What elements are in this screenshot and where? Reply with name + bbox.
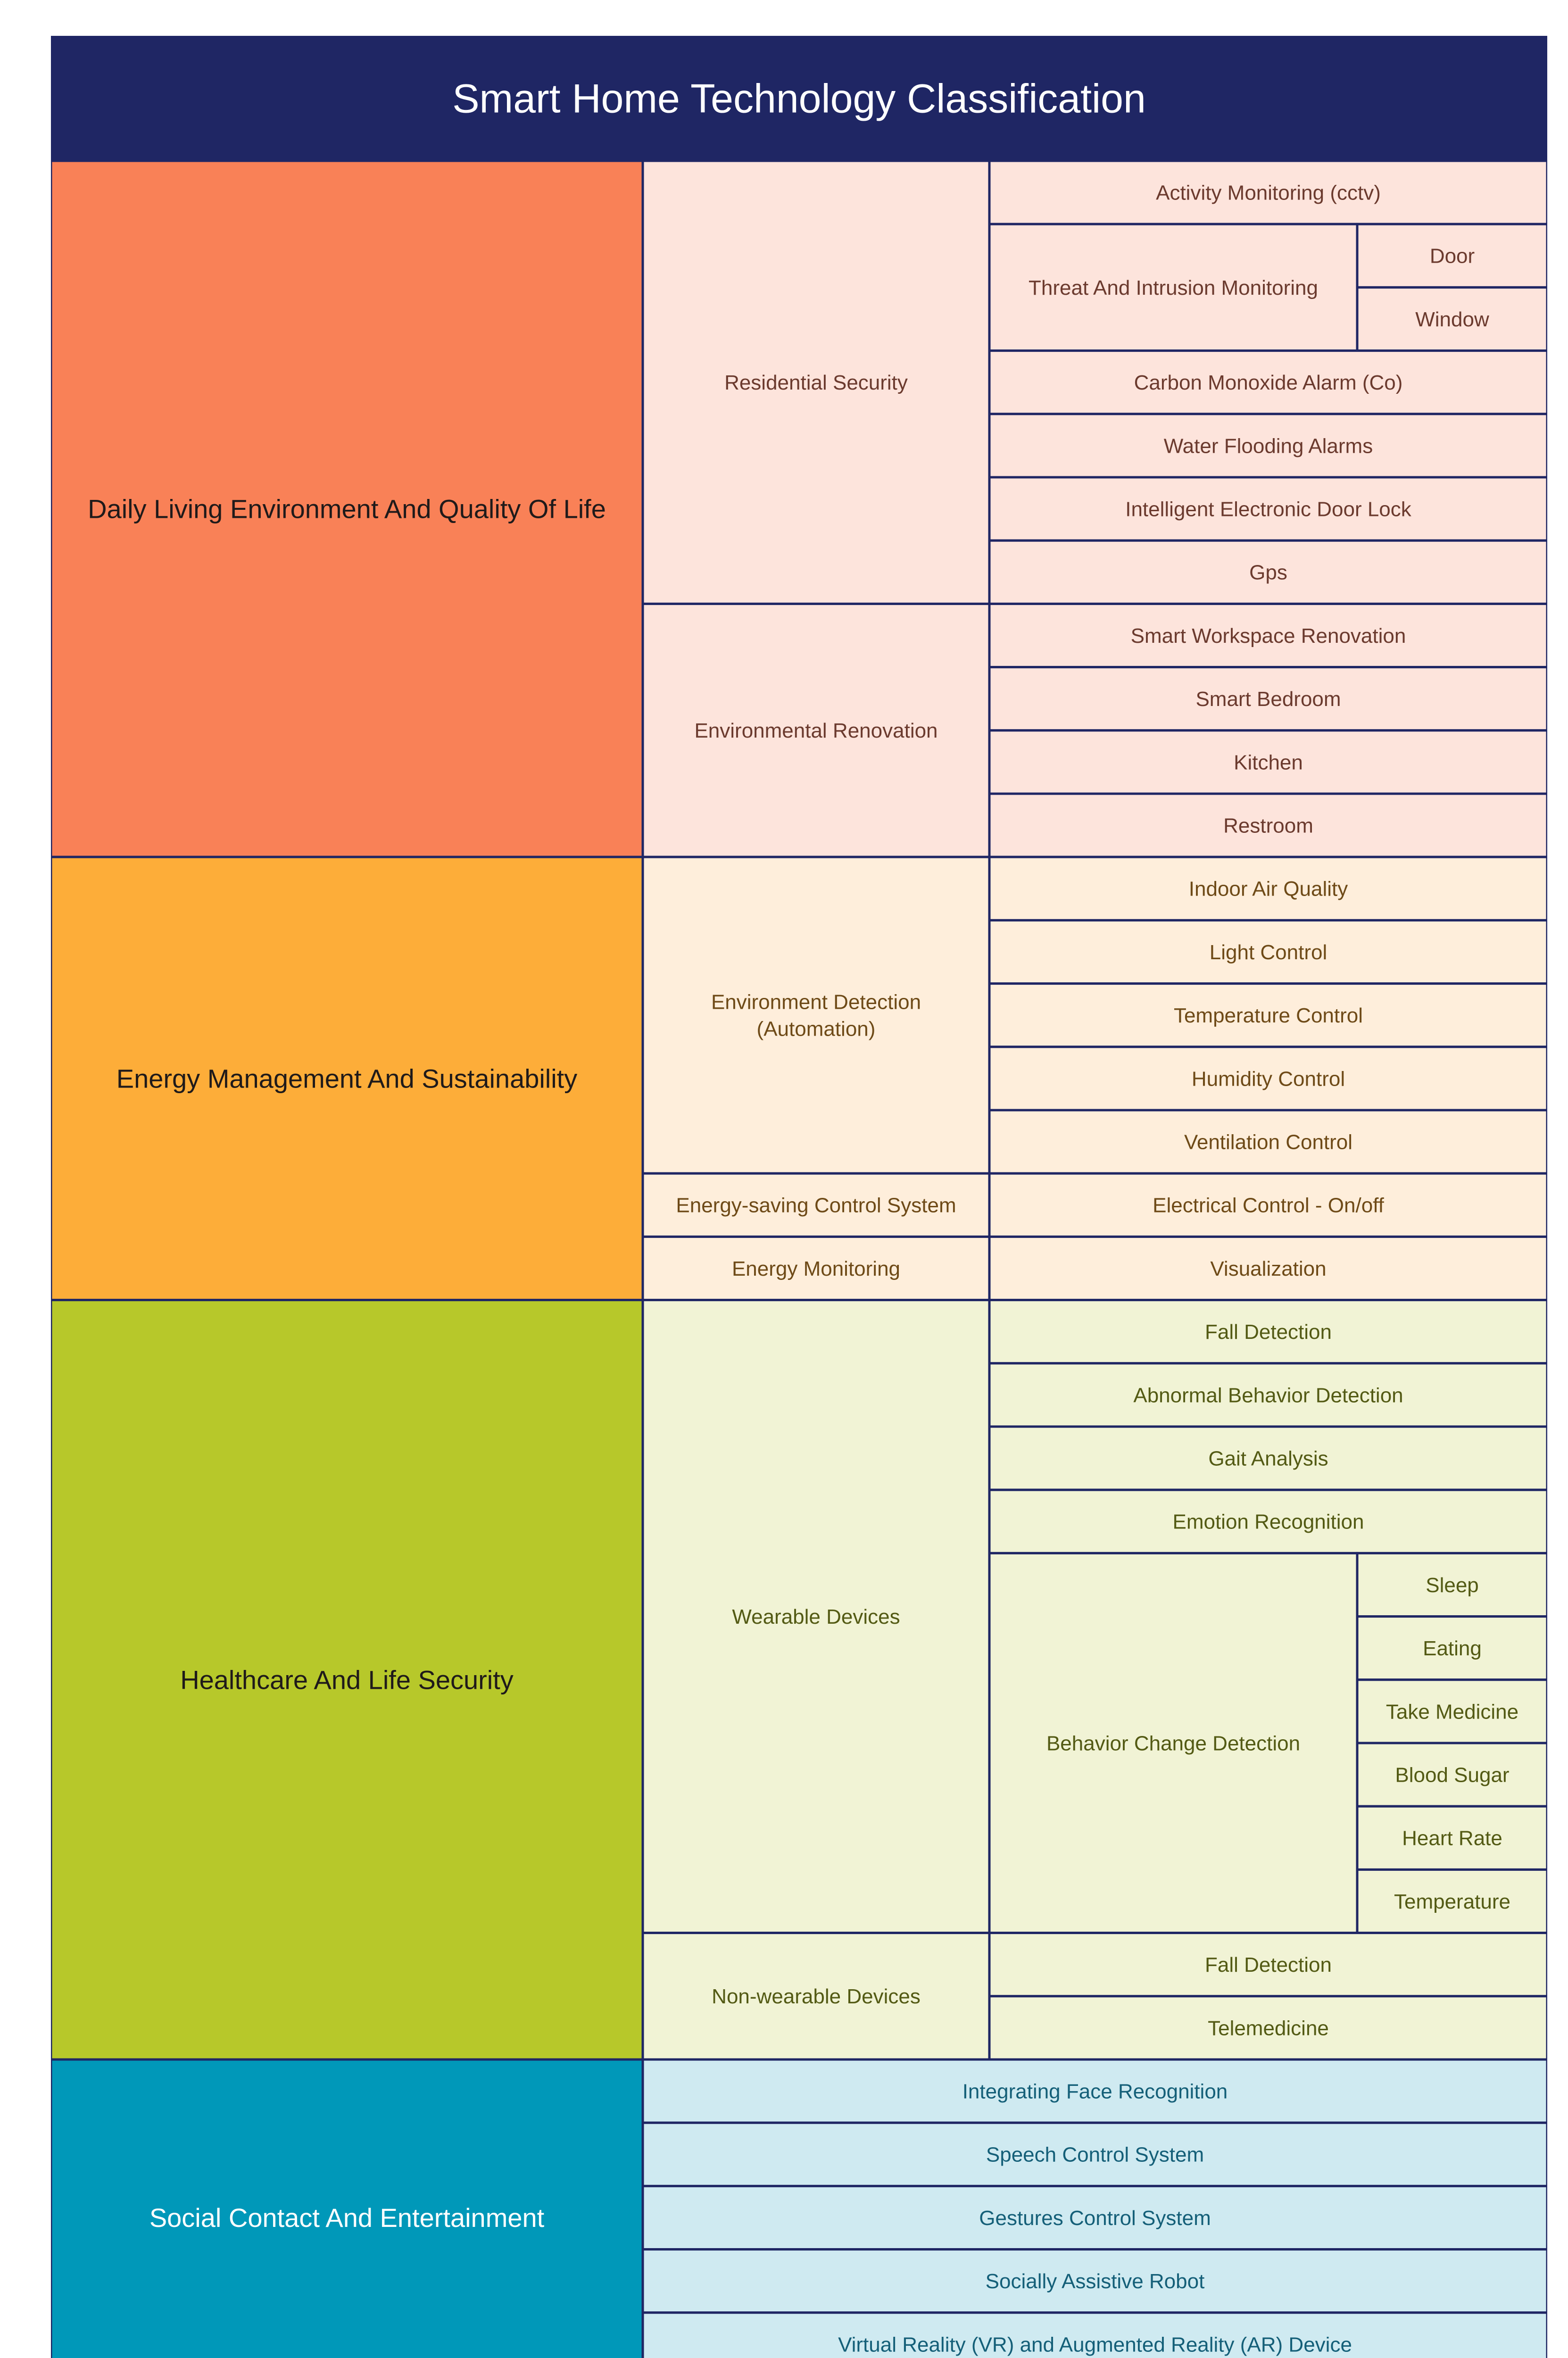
item-label: Gps: [1249, 561, 1287, 584]
group-label: Environment Detection (Automation): [711, 990, 921, 1041]
item-label: Activity Monitoring (cctv): [1156, 181, 1381, 205]
sub-item-label: Heart Rate: [1402, 1827, 1502, 1850]
item-label: Water Flooding Alarms: [1163, 434, 1373, 458]
group-label: Residential Security: [724, 371, 908, 395]
item-label: Telemedicine: [1208, 2017, 1329, 2040]
group-cell: [643, 857, 989, 1173]
category-label: Healthcare And Life Security: [180, 1665, 514, 1695]
item-label: Humidity Control: [1191, 1067, 1345, 1091]
group-label: Energy-saving Control System: [676, 1194, 956, 1217]
category-label: Daily Living Environment And Quality Of Life: [88, 494, 606, 524]
item-label: Indoor Air Quality: [1188, 877, 1348, 901]
group-label: Wearable Devices: [732, 1605, 900, 1628]
item-label: Kitchen: [1234, 751, 1303, 774]
item-label: Smart Bedroom: [1195, 688, 1341, 711]
item-label: Integrating Face Recognition: [962, 2080, 1228, 2103]
item-label: Gait Analysis: [1208, 1447, 1328, 1470]
item-label: Gestures Control System: [979, 2206, 1211, 2230]
item-label: Virtual Reality (VR) and Augmented Reality (AR) Device: [838, 2333, 1352, 2357]
item-label: Emotion Recognition: [1172, 1510, 1364, 1534]
sub-item-label: Take Medicine: [1385, 1700, 1519, 1724]
item-label: Electrical Control - On/off: [1153, 1194, 1384, 1217]
group-label: Non-wearable Devices: [712, 1985, 921, 2009]
item-label: Socially Assistive Robot: [985, 2270, 1205, 2293]
page-title: Smart Home Technology Classification: [452, 76, 1146, 122]
item-label: Abnormal Behavior Detection: [1133, 1384, 1403, 1407]
item-label: Speech Control System: [986, 2143, 1204, 2167]
item-label: Restroom: [1223, 814, 1313, 838]
group-label: Energy Monitoring: [731, 1257, 901, 1280]
item-label: Threat And Intrusion Monitoring: [1029, 276, 1318, 299]
item-label: Fall Detection: [1204, 1953, 1332, 1977]
diagram-svg: [51, 36, 1547, 2358]
item-label: Smart Workspace Renovation: [1130, 624, 1406, 648]
item-label: Temperature Control: [1173, 1004, 1363, 1028]
sub-item-label: Temperature: [1394, 1890, 1511, 1913]
category-label: Energy Management And Sustainability: [116, 1063, 578, 1094]
sub-item-label: Eating: [1423, 1637, 1482, 1661]
item-label: Light Control: [1209, 940, 1327, 964]
sub-item-label: Window: [1415, 307, 1489, 331]
item-label: Carbon Monoxide Alarm (Co): [1134, 371, 1403, 395]
category-label: Social Contact And Entertainment: [149, 2203, 545, 2233]
item-label: Behavior Change Detection: [1046, 1732, 1301, 1755]
item-label: Visualization: [1210, 1257, 1327, 1280]
classification-diagram: [51, 36, 1547, 2358]
item-label: Fall Detection: [1204, 1320, 1332, 1344]
sub-item-label: Sleep: [1426, 1573, 1479, 1597]
sub-item-label: Door: [1429, 244, 1475, 268]
sub-item-label: Blood Sugar: [1395, 1763, 1510, 1787]
item-label: Ventilation Control: [1184, 1130, 1353, 1154]
item-label: Intelligent Electronic Door Lock: [1125, 498, 1411, 521]
group-label: Environmental Renovation: [694, 719, 938, 743]
